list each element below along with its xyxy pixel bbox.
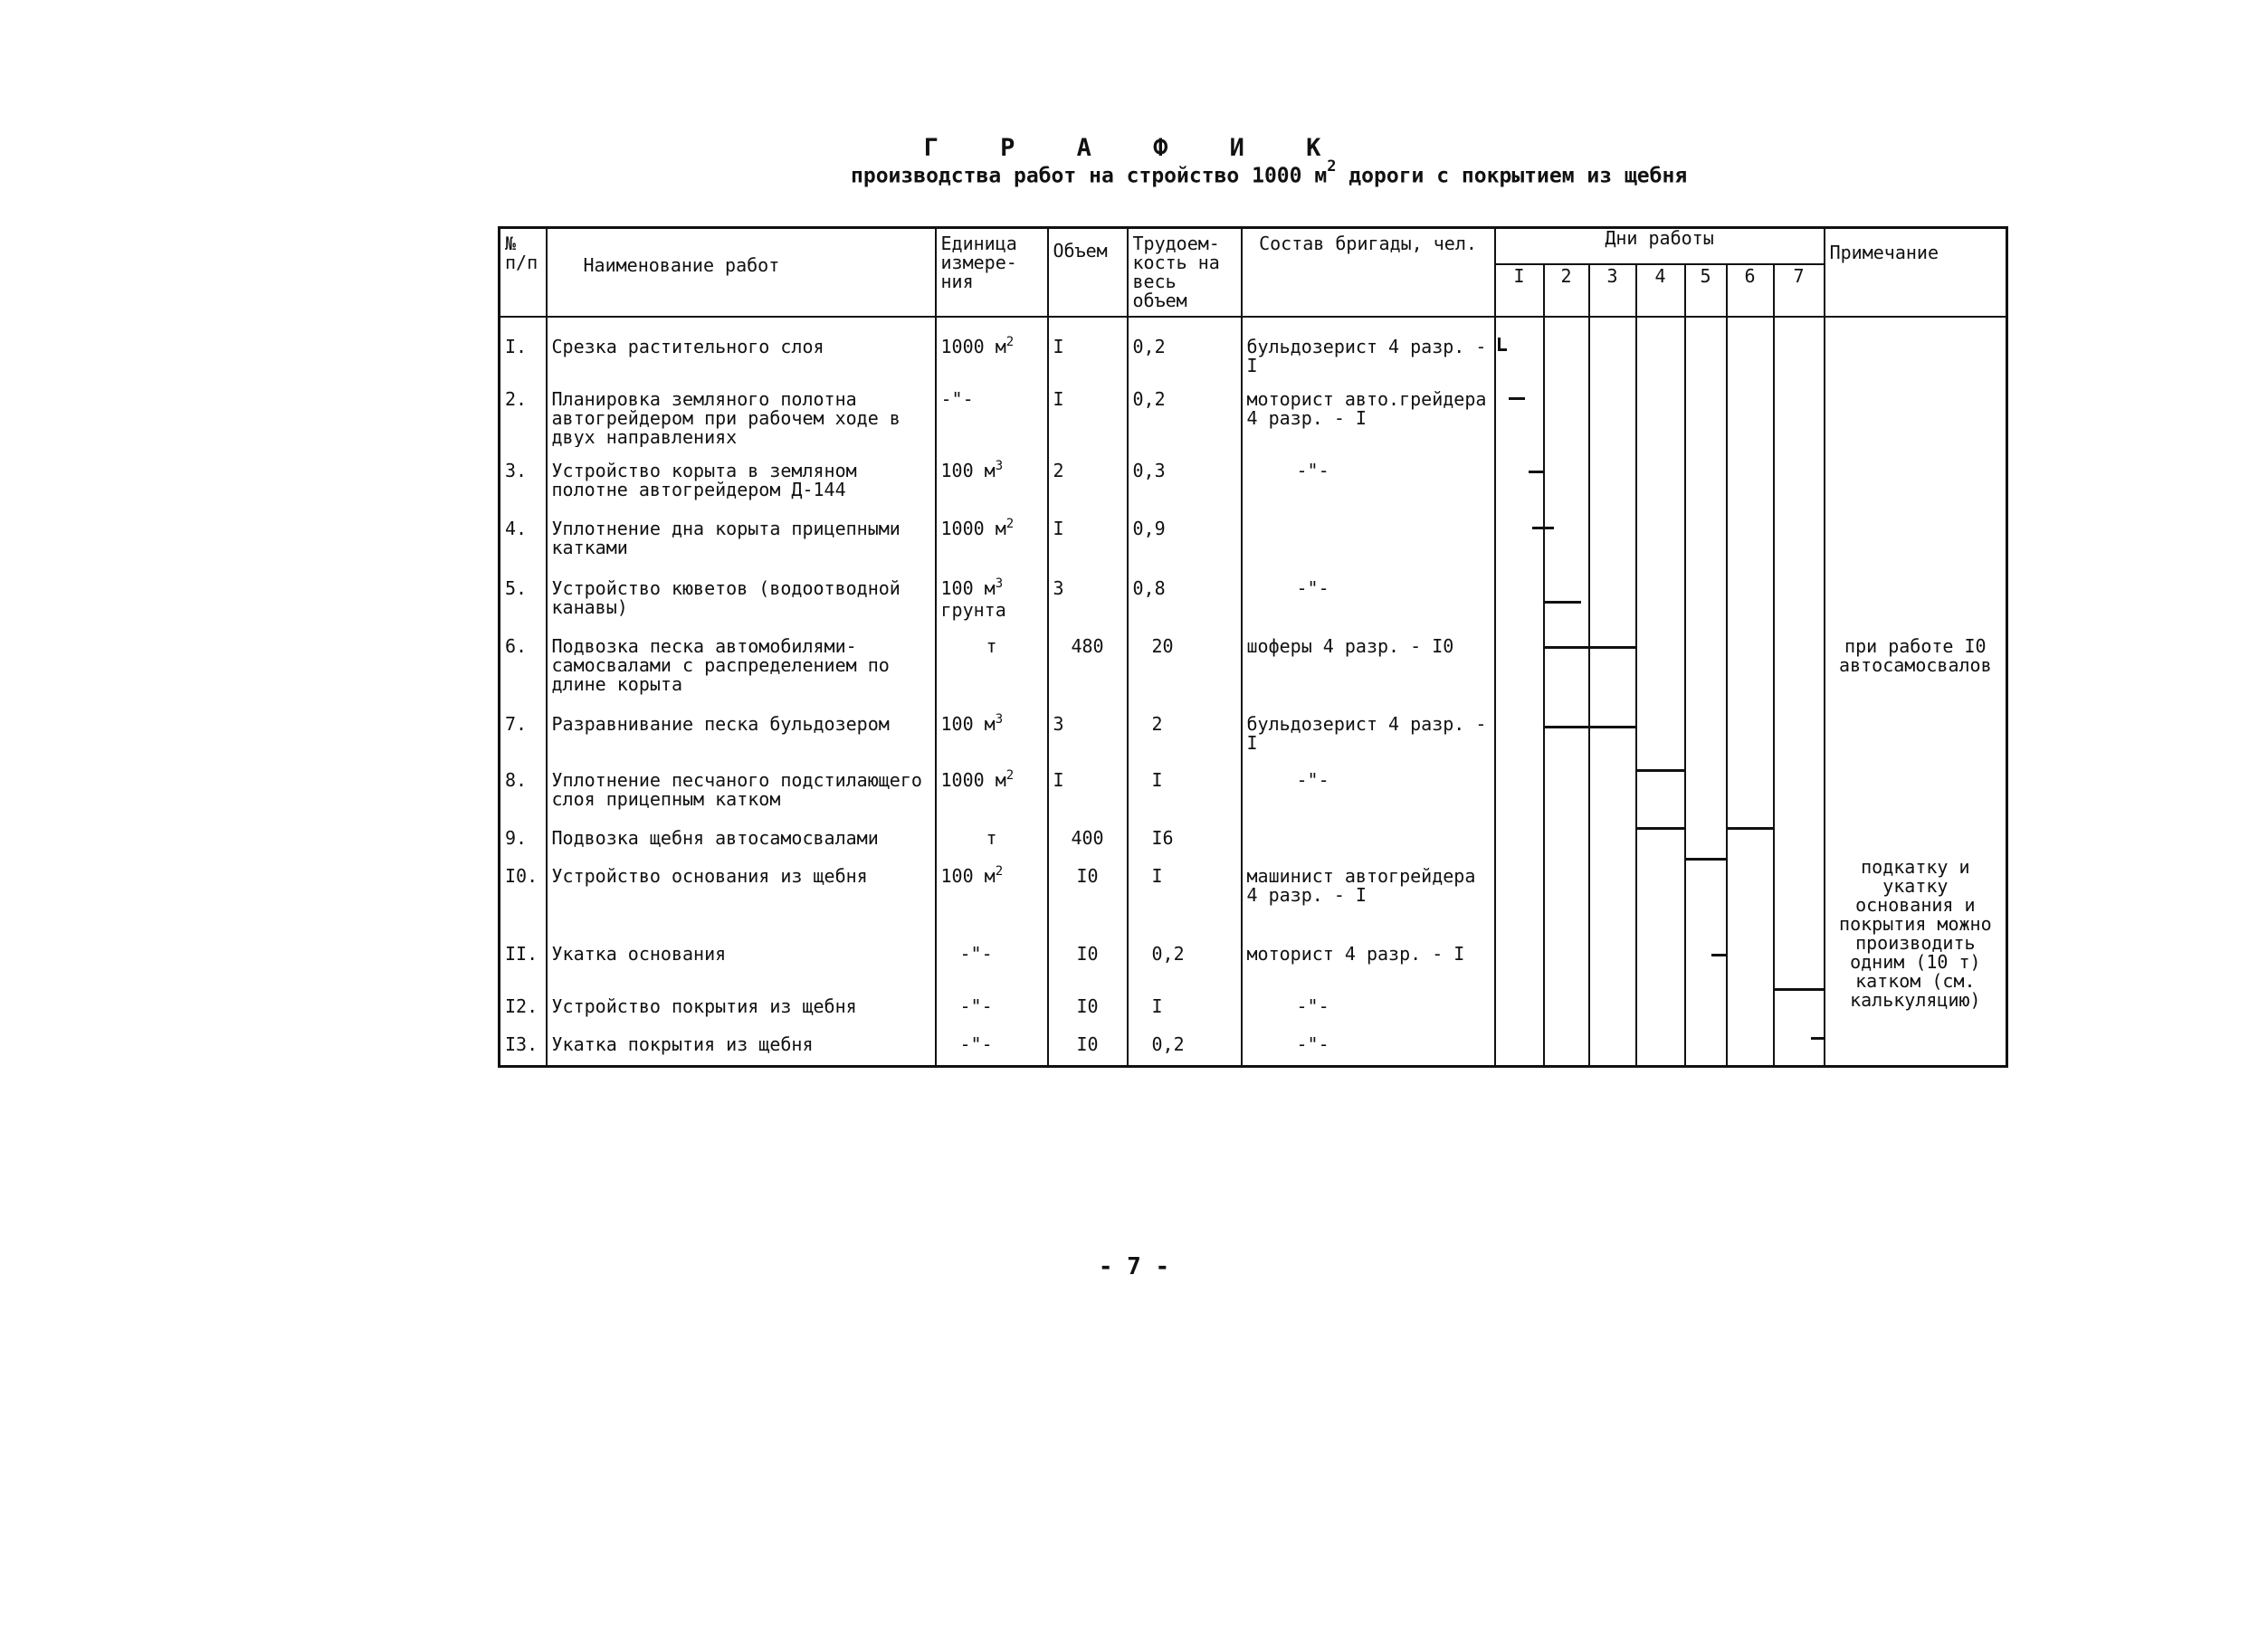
row-unit: -"-	[936, 1021, 1048, 1066]
row-name: Устройство корыта в земляном полотне автогрейдером Д-144	[547, 447, 936, 505]
row-unit	[936, 505, 1048, 565]
row-labor: 0,3	[1128, 447, 1242, 505]
row-unit-text: 1000 м	[940, 336, 1006, 357]
row-name: Укатка покрытия из щебня	[547, 1021, 936, 1066]
gantt-cell	[1589, 505, 1636, 565]
row-volume: I0	[1048, 930, 1128, 983]
gantt-cell	[1636, 983, 1685, 1021]
gantt-cell	[1636, 317, 1685, 376]
gantt-cell	[1544, 623, 1589, 700]
gantt-cell	[1544, 983, 1589, 1021]
row-unit-sup: 2	[1005, 517, 1015, 531]
table-row	[500, 814, 2007, 852]
row-unit-extra: грунта	[940, 599, 1006, 621]
header-row	[500, 228, 2007, 264]
row-labor: 2	[1128, 700, 1242, 756]
gantt-cell	[1685, 756, 1727, 814]
gantt-cell	[1774, 930, 1825, 983]
gantt-cell	[1589, 983, 1636, 1021]
gantt-cell	[1774, 983, 1825, 1021]
gantt-cell	[1495, 317, 1544, 376]
row-labor: 0,2	[1128, 376, 1242, 447]
header-unit: Единица измере- ния	[936, 228, 1048, 318]
row-volume: I0	[1048, 1021, 1128, 1066]
gantt-cell	[1727, 623, 1774, 700]
gantt-cell	[1727, 756, 1774, 814]
gantt-cell	[1774, 623, 1825, 700]
row-name: Устройство покрытия из щебня	[547, 983, 936, 1021]
table-row	[500, 1021, 2007, 1066]
gantt-bar	[1545, 527, 1554, 529]
gantt-cell	[1636, 852, 1685, 930]
gantt-cell	[1636, 565, 1685, 623]
row-labor: 0,2	[1128, 317, 1242, 376]
day-6-label: 6	[1727, 264, 1774, 317]
gantt-cell	[1774, 700, 1825, 756]
row-name: Уплотнение песчаного подстилающего слоя прицепным катком	[547, 756, 936, 814]
gantt-cell	[1589, 447, 1636, 505]
row-labor: 0,8	[1128, 565, 1242, 623]
gantt-cell	[1774, 505, 1825, 565]
gantt-bar	[1711, 954, 1727, 956]
day-5-label: 5	[1685, 264, 1727, 317]
row-unit-text: 100 м	[940, 577, 996, 599]
gantt-cell	[1685, 852, 1727, 930]
gantt-bar	[1637, 827, 1685, 830]
row-num: 8.	[500, 756, 547, 814]
row-unit-text: 1000 м	[940, 518, 1006, 539]
gantt-cell	[1589, 376, 1636, 447]
gantt-cell	[1774, 565, 1825, 623]
note-cell-empty	[1825, 317, 2007, 623]
gantt-cell	[1495, 983, 1544, 1021]
row-volume: I	[1048, 505, 1128, 565]
gantt-cell	[1727, 447, 1774, 505]
document-title: Г Р А Ф И К	[923, 134, 1345, 162]
gantt-cell	[1544, 930, 1589, 983]
day-2-label: 2	[1544, 264, 1589, 317]
row-volume: 400	[1048, 814, 1128, 852]
gantt-cell	[1495, 376, 1544, 447]
gantt-cell	[1544, 1021, 1589, 1066]
row-num: I0.	[500, 852, 547, 930]
subtitle-text-start: производства работ на стройство 1000 м	[851, 164, 1328, 188]
gantt-cell	[1685, 317, 1727, 376]
gantt-cell	[1636, 505, 1685, 565]
gantt-cell	[1685, 505, 1727, 565]
gantt-cell	[1495, 565, 1544, 623]
row-labor: 20	[1128, 623, 1242, 700]
gantt-cell	[1685, 814, 1727, 852]
row-num: II.	[500, 930, 547, 983]
gantt-cell	[1544, 852, 1589, 930]
gantt-cell	[1774, 852, 1825, 930]
table-row	[500, 930, 2007, 983]
row-unit	[936, 317, 1048, 376]
gantt-cell	[1685, 1021, 1727, 1066]
gantt-cell	[1589, 756, 1636, 814]
gantt-bar	[1811, 1037, 1825, 1040]
table-row	[500, 623, 2007, 700]
gantt-bar	[1545, 726, 1589, 728]
row-name: Устройство кюветов (водоотводной канавы)	[547, 565, 936, 623]
gantt-cell	[1544, 700, 1589, 756]
row-crew: бульдозерист 4 разр. - I	[1242, 317, 1495, 376]
row-num: 6.	[500, 623, 547, 700]
row-unit: -"-	[936, 376, 1048, 447]
gantt-cell	[1544, 814, 1589, 852]
gantt-bar	[1637, 769, 1685, 772]
header-labor: Трудоем- кость на весь объем	[1128, 228, 1242, 318]
gantt-cell	[1727, 376, 1774, 447]
gantt-cell	[1727, 1021, 1774, 1066]
gantt-cell	[1636, 376, 1685, 447]
gantt-cell	[1589, 700, 1636, 756]
gantt-cell	[1636, 700, 1685, 756]
note-2: подкатку и укатку основания и покрытия можно производить одним (10 т) катком (см. калькуляцию)	[1825, 852, 2007, 1066]
gantt-cell	[1727, 814, 1774, 852]
gantt-cell	[1589, 623, 1636, 700]
gantt-cell	[1495, 447, 1544, 505]
gantt-bar	[1532, 527, 1544, 529]
row-unit-text: 100 м	[940, 713, 996, 735]
gantt-cell	[1589, 930, 1636, 983]
row-crew	[1242, 814, 1495, 852]
row-volume: I	[1048, 376, 1128, 447]
gantt-cell	[1495, 852, 1544, 930]
gantt-cell	[1727, 505, 1774, 565]
row-name: Подвозка песка автомобилями-самосвалами с распределением по длине корыта	[547, 623, 936, 700]
row-name: Планировка земляного полотна автогрейдером при рабочем ходе в двух направлениях	[547, 376, 936, 447]
header-name: Наименование работ	[547, 228, 936, 318]
row-unit-sup: 2	[1005, 768, 1015, 783]
schedule-table	[498, 226, 2008, 1068]
row-crew: -"-	[1242, 565, 1495, 623]
row-name: Разравнивание песка бульдозером	[547, 700, 936, 756]
header-days: Дни работы	[1495, 228, 1825, 264]
gantt-cell	[1774, 376, 1825, 447]
row-volume: I	[1048, 756, 1128, 814]
row-num: I3.	[500, 1021, 547, 1066]
gantt-cell	[1636, 1021, 1685, 1066]
header-volume: Объем	[1048, 228, 1128, 318]
gantt-bar	[1728, 827, 1774, 830]
gantt-bar	[1545, 646, 1589, 649]
gantt-cell	[1544, 376, 1589, 447]
row-labor: I	[1128, 983, 1242, 1021]
row-unit	[936, 756, 1048, 814]
gantt-cell	[1774, 756, 1825, 814]
row-labor: 0,2	[1128, 1021, 1242, 1066]
row-unit	[936, 565, 1048, 623]
row-name: Срезка растительного слоя	[547, 317, 936, 376]
document-subtitle	[851, 157, 1688, 188]
gantt-cell	[1636, 447, 1685, 505]
row-labor: I	[1128, 852, 1242, 930]
gantt-cell	[1589, 814, 1636, 852]
row-labor: I	[1128, 756, 1242, 814]
table-row	[500, 447, 2007, 505]
row-num: 3.	[500, 447, 547, 505]
gantt-cell	[1685, 700, 1727, 756]
page-number: - 7 -	[1098, 1253, 1170, 1280]
table-row	[500, 505, 2007, 565]
gantt-cell	[1727, 565, 1774, 623]
row-unit-sup: 3	[995, 712, 1004, 727]
gantt-cell	[1589, 317, 1636, 376]
table-row	[500, 700, 2007, 756]
gantt-cell	[1685, 623, 1727, 700]
row-crew: -"-	[1242, 756, 1495, 814]
day-7-label: 7	[1774, 264, 1825, 317]
gantt-cell	[1544, 317, 1589, 376]
gantt-cell	[1636, 623, 1685, 700]
row-unit: т	[936, 814, 1048, 852]
row-name: Устройство основания из щебня	[547, 852, 936, 930]
gantt-cell	[1727, 700, 1774, 756]
gantt-cell	[1544, 505, 1589, 565]
table-row	[500, 376, 2007, 447]
gantt-cell	[1774, 317, 1825, 376]
row-num: 9.	[500, 814, 547, 852]
row-name: Укатка основания	[547, 930, 936, 983]
row-unit-sup: 3	[995, 459, 1004, 473]
row-unit-sup: 3	[995, 576, 1004, 591]
row-unit: -"-	[936, 930, 1048, 983]
gantt-cell	[1727, 852, 1774, 930]
gantt-cell	[1685, 565, 1727, 623]
row-crew	[1242, 505, 1495, 565]
header-num: № п/п	[500, 228, 547, 318]
row-unit-text: 1000 м	[940, 769, 1006, 791]
row-volume: 2	[1048, 447, 1128, 505]
gantt-bar	[1590, 646, 1636, 649]
table-row	[500, 983, 2007, 1021]
row-crew: моторист 4 разр. - I	[1242, 930, 1495, 983]
gantt-cell	[1774, 1021, 1825, 1066]
day-1-label: I	[1495, 264, 1544, 317]
row-volume: I0	[1048, 983, 1128, 1021]
gantt-cell	[1636, 814, 1685, 852]
subtitle-superscript: 2	[1327, 157, 1337, 176]
gantt-cell	[1685, 930, 1727, 983]
gantt-cell	[1544, 756, 1589, 814]
row-num: 4.	[500, 505, 547, 565]
gantt-cell	[1544, 447, 1589, 505]
table-row	[500, 565, 2007, 623]
row-crew: машинист автогрейдера 4 разр. - I	[1242, 852, 1495, 930]
row-unit	[936, 700, 1048, 756]
gantt-cell	[1727, 983, 1774, 1021]
gantt-cell	[1544, 565, 1589, 623]
day-4-label: 4	[1636, 264, 1685, 317]
table-row	[500, 317, 2007, 376]
gantt-cell	[1495, 930, 1544, 983]
row-name: Уплотнение дна корыта прицепными катками	[547, 505, 936, 565]
row-volume: 3	[1048, 565, 1128, 623]
gantt-bar	[1509, 397, 1525, 400]
gantt-cell	[1495, 814, 1544, 852]
row-unit: -"-	[936, 983, 1048, 1021]
gantt-cell	[1685, 983, 1727, 1021]
row-num: 7.	[500, 700, 547, 756]
header-crew: Состав бригады, чел.	[1242, 228, 1495, 318]
row-volume: I0	[1048, 852, 1128, 930]
row-unit-sup: 2	[995, 864, 1004, 879]
subtitle-text-end: дороги с покрытием из щебня	[1336, 164, 1688, 188]
row-unit	[936, 447, 1048, 505]
row-name: Подвозка щебня автосамосвалами	[547, 814, 936, 852]
gantt-bar	[1545, 601, 1581, 604]
row-unit: т	[936, 623, 1048, 700]
row-num: 5.	[500, 565, 547, 623]
row-labor: 0,2	[1128, 930, 1242, 983]
row-num: I.	[500, 317, 547, 376]
header-note: Примечание	[1825, 228, 2007, 318]
row-num: I2.	[500, 983, 547, 1021]
gantt-cell	[1636, 756, 1685, 814]
row-crew: бульдозерист 4 разр. - I	[1242, 700, 1495, 756]
row-crew: шоферы 4 разр. - I0	[1242, 623, 1495, 700]
gantt-cell	[1727, 930, 1774, 983]
gantt-cell	[1589, 1021, 1636, 1066]
row-unit-sup: 2	[1005, 335, 1015, 349]
gantt-cell	[1727, 317, 1774, 376]
gantt-bar-tick	[1498, 338, 1501, 350]
table-row	[500, 756, 2007, 814]
gantt-cell	[1774, 447, 1825, 505]
table-row	[500, 852, 2007, 930]
gantt-cell	[1495, 1021, 1544, 1066]
gantt-cell	[1589, 852, 1636, 930]
day-3-label: 3	[1589, 264, 1636, 317]
row-labor: 0,9	[1128, 505, 1242, 565]
row-volume: I	[1048, 317, 1128, 376]
row-labor: I6	[1128, 814, 1242, 852]
row-num: 2.	[500, 376, 547, 447]
gantt-cell	[1495, 700, 1544, 756]
row-crew: -"-	[1242, 447, 1495, 505]
gantt-cell	[1495, 623, 1544, 700]
row-volume: 3	[1048, 700, 1128, 756]
gantt-bar	[1775, 988, 1825, 991]
gantt-cell	[1636, 930, 1685, 983]
gantt-bar	[1590, 726, 1636, 728]
gantt-cell	[1685, 376, 1727, 447]
row-crew: -"-	[1242, 983, 1495, 1021]
row-crew: -"-	[1242, 1021, 1495, 1066]
gantt-bar	[1529, 471, 1544, 473]
gantt-cell	[1774, 814, 1825, 852]
row-volume: 480	[1048, 623, 1128, 700]
gantt-cell	[1495, 505, 1544, 565]
row-unit-text: 100 м	[940, 865, 996, 887]
gantt-bar	[1686, 858, 1727, 861]
row-crew: моторист авто.грейдера 4 разр. - I	[1242, 376, 1495, 447]
gantt-cell	[1589, 565, 1636, 623]
note-1: при работе I0 автосамосвалов	[1825, 623, 2007, 852]
gantt-cell	[1685, 447, 1727, 505]
row-unit	[936, 852, 1048, 930]
row-unit-text: 100 м	[940, 460, 996, 481]
gantt-cell	[1495, 756, 1544, 814]
